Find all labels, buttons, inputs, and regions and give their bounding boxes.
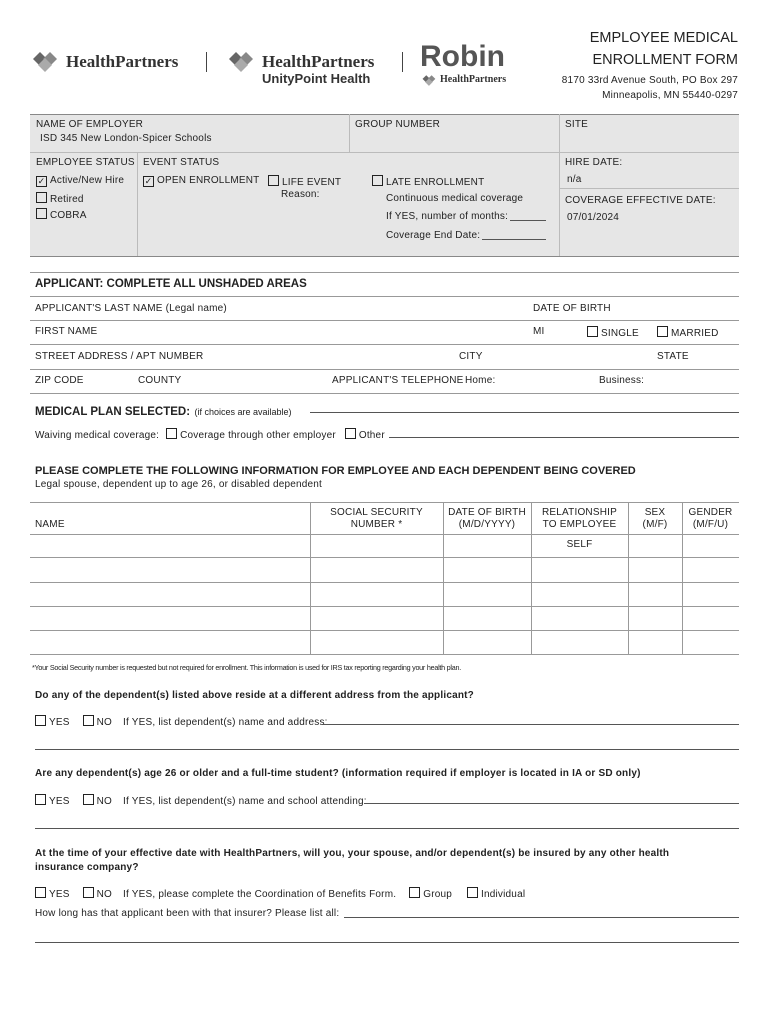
divider: [559, 114, 560, 256]
q3-line1: At the time of your effective date with HealthPartners, will you, your spouse, and/or dependent(s) be insured by any other health: [35, 848, 670, 859]
col-sex-line1: SEX: [644, 507, 666, 518]
q1-followup: If YES, list dependent(s) name and address:: [123, 717, 328, 728]
checkbox: [372, 175, 383, 186]
healthpartners-logo-icon: [32, 50, 62, 72]
county-label: COUNTY: [138, 375, 182, 386]
checkbox: [35, 715, 46, 726]
checkbox: [83, 715, 94, 726]
coverage-end-input-line[interactable]: [482, 239, 546, 240]
col-rel-line1: RELATIONSHIP: [541, 507, 617, 518]
state-label: STATE: [657, 351, 689, 362]
status-cobra-checkbox[interactable]: [36, 208, 87, 221]
q2-yes-label: YES: [49, 796, 70, 807]
medical-plan-note: (if choices are available): [194, 407, 292, 417]
logo-divider: [402, 52, 403, 72]
question-3: [35, 847, 669, 875]
divider: [30, 256, 739, 257]
divider: [30, 582, 739, 583]
col-relationship-header: [531, 507, 628, 531]
married-checkbox[interactable]: [657, 326, 719, 339]
first-name-label: FIRST NAME: [35, 326, 98, 337]
q3-no-checkbox[interactable]: [83, 889, 112, 900]
q1-input-line-1[interactable]: [322, 724, 739, 725]
col-sex-header: [628, 507, 682, 531]
other-employer-checkbox[interactable]: [166, 430, 336, 441]
divider: [30, 557, 739, 558]
event-reason-label: Reason:: [281, 189, 320, 200]
question-3-answer-row: [35, 887, 525, 900]
ssn-footnote: *Your Social Security number is requested but not required for enrollment. This information is used for IRS tax reporting regarding your health plan.: [32, 663, 461, 672]
logo-healthpartners-unitypoint: [228, 50, 388, 90]
q1-yes-label: YES: [49, 717, 70, 728]
checkbox: [587, 326, 598, 337]
divider: [30, 606, 739, 607]
logo1-text: HealthPartners: [66, 52, 179, 71]
healthpartners-logo-icon: [228, 50, 258, 72]
divider: [137, 152, 138, 256]
medical-plan-heading: MEDICAL PLAN SELECTED:: [35, 406, 191, 418]
months-label: If YES, number of months:: [386, 211, 509, 222]
checkbox: [268, 175, 279, 186]
dependents-subheading: Legal spouse, dependent up to age 26, or disabled dependent: [35, 479, 323, 490]
medical-plan-row: [35, 402, 292, 420]
other-employer-label: Coverage through other employer: [180, 430, 336, 441]
divider: [349, 114, 350, 152]
employer-name-label: NAME OF EMPLOYER: [36, 119, 144, 130]
question-2: Are any dependent(s) age 26 or older and a full-time student? (information required if employer is located in IA or SD only): [35, 768, 641, 779]
checkbox-checked: ✓: [144, 176, 153, 186]
medical-plan-input-line[interactable]: [310, 412, 739, 413]
logo3-top-text: Robin: [420, 40, 505, 73]
form-title-line1: EMPLOYEE MEDICAL: [589, 30, 738, 46]
divider: [30, 320, 739, 321]
checkbox: [83, 794, 94, 805]
divider: [30, 296, 739, 297]
divider: [30, 630, 739, 631]
event-open-checkbox[interactable]: [143, 175, 259, 187]
mi-label: MI: [533, 326, 545, 337]
question-1-answer-row: [35, 715, 328, 728]
checkbox: [345, 428, 356, 439]
coverage-effective-label: COVERAGE EFFECTIVE DATE:: [565, 195, 716, 206]
col-gender-header: [682, 507, 739, 531]
continuous-coverage-label: Continuous medical coverage: [386, 193, 524, 204]
city-label: CITY: [459, 351, 483, 362]
divider: [559, 188, 739, 189]
checkbox: [35, 887, 46, 898]
hire-date-label: HIRE DATE:: [565, 157, 623, 168]
q3-individual-checkbox[interactable]: [467, 889, 525, 900]
site-label: SITE: [565, 119, 589, 130]
telephone-label: APPLICANT'S TELEPHONE: [332, 375, 464, 386]
q3-followup: If YES, please complete the Coordination of Benefits Form.: [123, 889, 397, 900]
other-checkbox[interactable]: [345, 430, 385, 441]
q1-no-label: NO: [96, 717, 113, 728]
q2-no-label: NO: [96, 796, 113, 807]
q2-no-checkbox[interactable]: [83, 796, 112, 807]
col-dob-header: [443, 507, 531, 531]
logo-robin: [420, 40, 520, 88]
logo-healthpartners: [32, 50, 192, 74]
divider: [30, 114, 739, 115]
how-long-input-line-2[interactable]: [35, 942, 739, 943]
checkbox: [36, 208, 47, 219]
divider: [30, 344, 739, 345]
checkbox: [35, 794, 46, 805]
divider: [30, 654, 739, 655]
waiving-label: Waiving medical coverage:: [35, 430, 160, 441]
q3-group-label: Group: [423, 889, 453, 900]
divider: [30, 272, 739, 273]
q3-line2: insurance company?: [35, 862, 139, 873]
checkbox: [409, 887, 420, 898]
single-checkbox[interactable]: [587, 326, 639, 339]
q1-yes-checkbox[interactable]: [35, 717, 70, 728]
form-title: [590, 27, 738, 71]
q3-individual-label: Individual: [481, 889, 526, 900]
status-active-checkbox[interactable]: [36, 175, 124, 187]
street-label: STREET ADDRESS / APT NUMBER: [35, 351, 204, 362]
q3-no-label: NO: [96, 889, 113, 900]
coverage-effective-value[interactable]: 07/01/2024: [567, 212, 620, 223]
col-rel-line2: TO EMPLOYEE: [542, 519, 617, 530]
self-cell: SELF: [566, 539, 593, 550]
coverage-end-label: Coverage End Date:: [386, 230, 481, 241]
checkbox: [166, 428, 177, 439]
col-dob-line2: (M/D/YYYY): [458, 519, 516, 530]
other-label: Other: [358, 430, 385, 441]
other-input-line[interactable]: [389, 437, 739, 438]
question-1: Do any of the dependent(s) listed above reside at a different address from the applicant?: [35, 690, 474, 701]
address-line2: Minneapolis, MN 55440-0297: [602, 90, 738, 101]
applicant-heading: APPLICANT: COMPLETE ALL UNSHADED AREAS: [35, 278, 307, 290]
zip-label: ZIP CODE: [35, 375, 84, 386]
status-active-label: Active/New Hire: [50, 175, 125, 186]
last-name-label: APPLICANT'S LAST NAME (Legal name): [35, 303, 227, 314]
q2-yes-checkbox[interactable]: [35, 796, 70, 807]
married-label: MARRIED: [671, 328, 719, 339]
question-2-answer-row: [35, 794, 367, 807]
checkbox: [36, 192, 47, 203]
checkbox-checked: ✓: [37, 176, 46, 186]
col-gender-line1: GENDER: [688, 507, 733, 518]
employee-status-label: EMPLOYEE STATUS: [36, 157, 135, 168]
status-retired-label: Retired: [50, 194, 84, 205]
logo2-top-text: HealthPartners: [262, 52, 375, 71]
q2-input-line-1[interactable]: [364, 803, 739, 804]
dob-label: DATE OF BIRTH: [533, 303, 611, 314]
col-ssn-line2: NUMBER *: [350, 519, 403, 530]
divider: [30, 502, 739, 503]
col-sex-line2: (M/F): [642, 519, 668, 530]
logo-divider: [206, 52, 207, 72]
checkbox: [83, 887, 94, 898]
q2-input-line-2[interactable]: [35, 828, 739, 829]
q1-no-checkbox[interactable]: [83, 717, 112, 728]
employer-name-value[interactable]: ISD 345 New London-Spicer Schools: [40, 133, 212, 144]
dependents-heading: PLEASE COMPLETE THE FOLLOWING INFORMATION FOR EMPLOYEE AND EACH DEPENDENT BEING COVERED: [35, 465, 636, 477]
single-label: SINGLE: [601, 328, 639, 339]
event-open-label: OPEN ENROLLMENT: [157, 175, 260, 186]
how-long-input-line-1[interactable]: [344, 917, 739, 918]
divider: [30, 369, 739, 370]
event-late-label: LATE ENROLLMENT: [386, 177, 485, 188]
healthpartners-logo-icon: [422, 74, 438, 86]
event-life-label: LIFE EVENT: [282, 177, 342, 188]
status-cobra-label: COBRA: [50, 210, 87, 221]
header-address: [562, 73, 738, 103]
group-number-label: GROUP NUMBER: [355, 119, 441, 130]
business-label: Business:: [599, 375, 645, 386]
divider: [30, 393, 739, 394]
q1-input-line-2[interactable]: [35, 749, 739, 750]
form-title-line2: ENROLLMENT FORM: [592, 52, 738, 68]
col-ssn-line1: SOCIAL SECURITY: [330, 507, 423, 518]
divider: [30, 534, 739, 535]
checkbox: [657, 326, 668, 337]
q2-followup: If YES, list dependent(s) name and school attending:: [123, 796, 367, 807]
event-life-checkbox[interactable]: [268, 175, 341, 188]
waiving-row: [35, 428, 385, 441]
col-name-header: NAME: [35, 519, 65, 530]
event-status-label: EVENT STATUS: [143, 157, 220, 168]
status-retired-checkbox[interactable]: [36, 192, 84, 205]
home-label: Home:: [465, 375, 496, 386]
months-input-line[interactable]: [510, 220, 546, 221]
logo3-bottom-text: HealthPartners: [440, 74, 507, 85]
col-ssn-header: [310, 507, 443, 531]
col-dob-line1: DATE OF BIRTH: [448, 507, 526, 518]
checkbox: [467, 887, 478, 898]
q3-yes-checkbox[interactable]: [35, 889, 70, 900]
q3-group-checkbox[interactable]: [409, 889, 452, 900]
event-late-checkbox[interactable]: [372, 175, 484, 188]
address-line1: 8170 33rd Avenue South, PO Box 297: [561, 75, 738, 86]
q3-yes-label: YES: [49, 889, 70, 900]
how-long-label: How long has that applicant been with that insurer? Please list all:: [35, 908, 340, 919]
col-gender-line2: (M/F/U): [692, 519, 729, 530]
hire-date-value[interactable]: n/a: [567, 174, 582, 185]
logo2-bottom-text: UnityPoint Health: [262, 71, 371, 86]
